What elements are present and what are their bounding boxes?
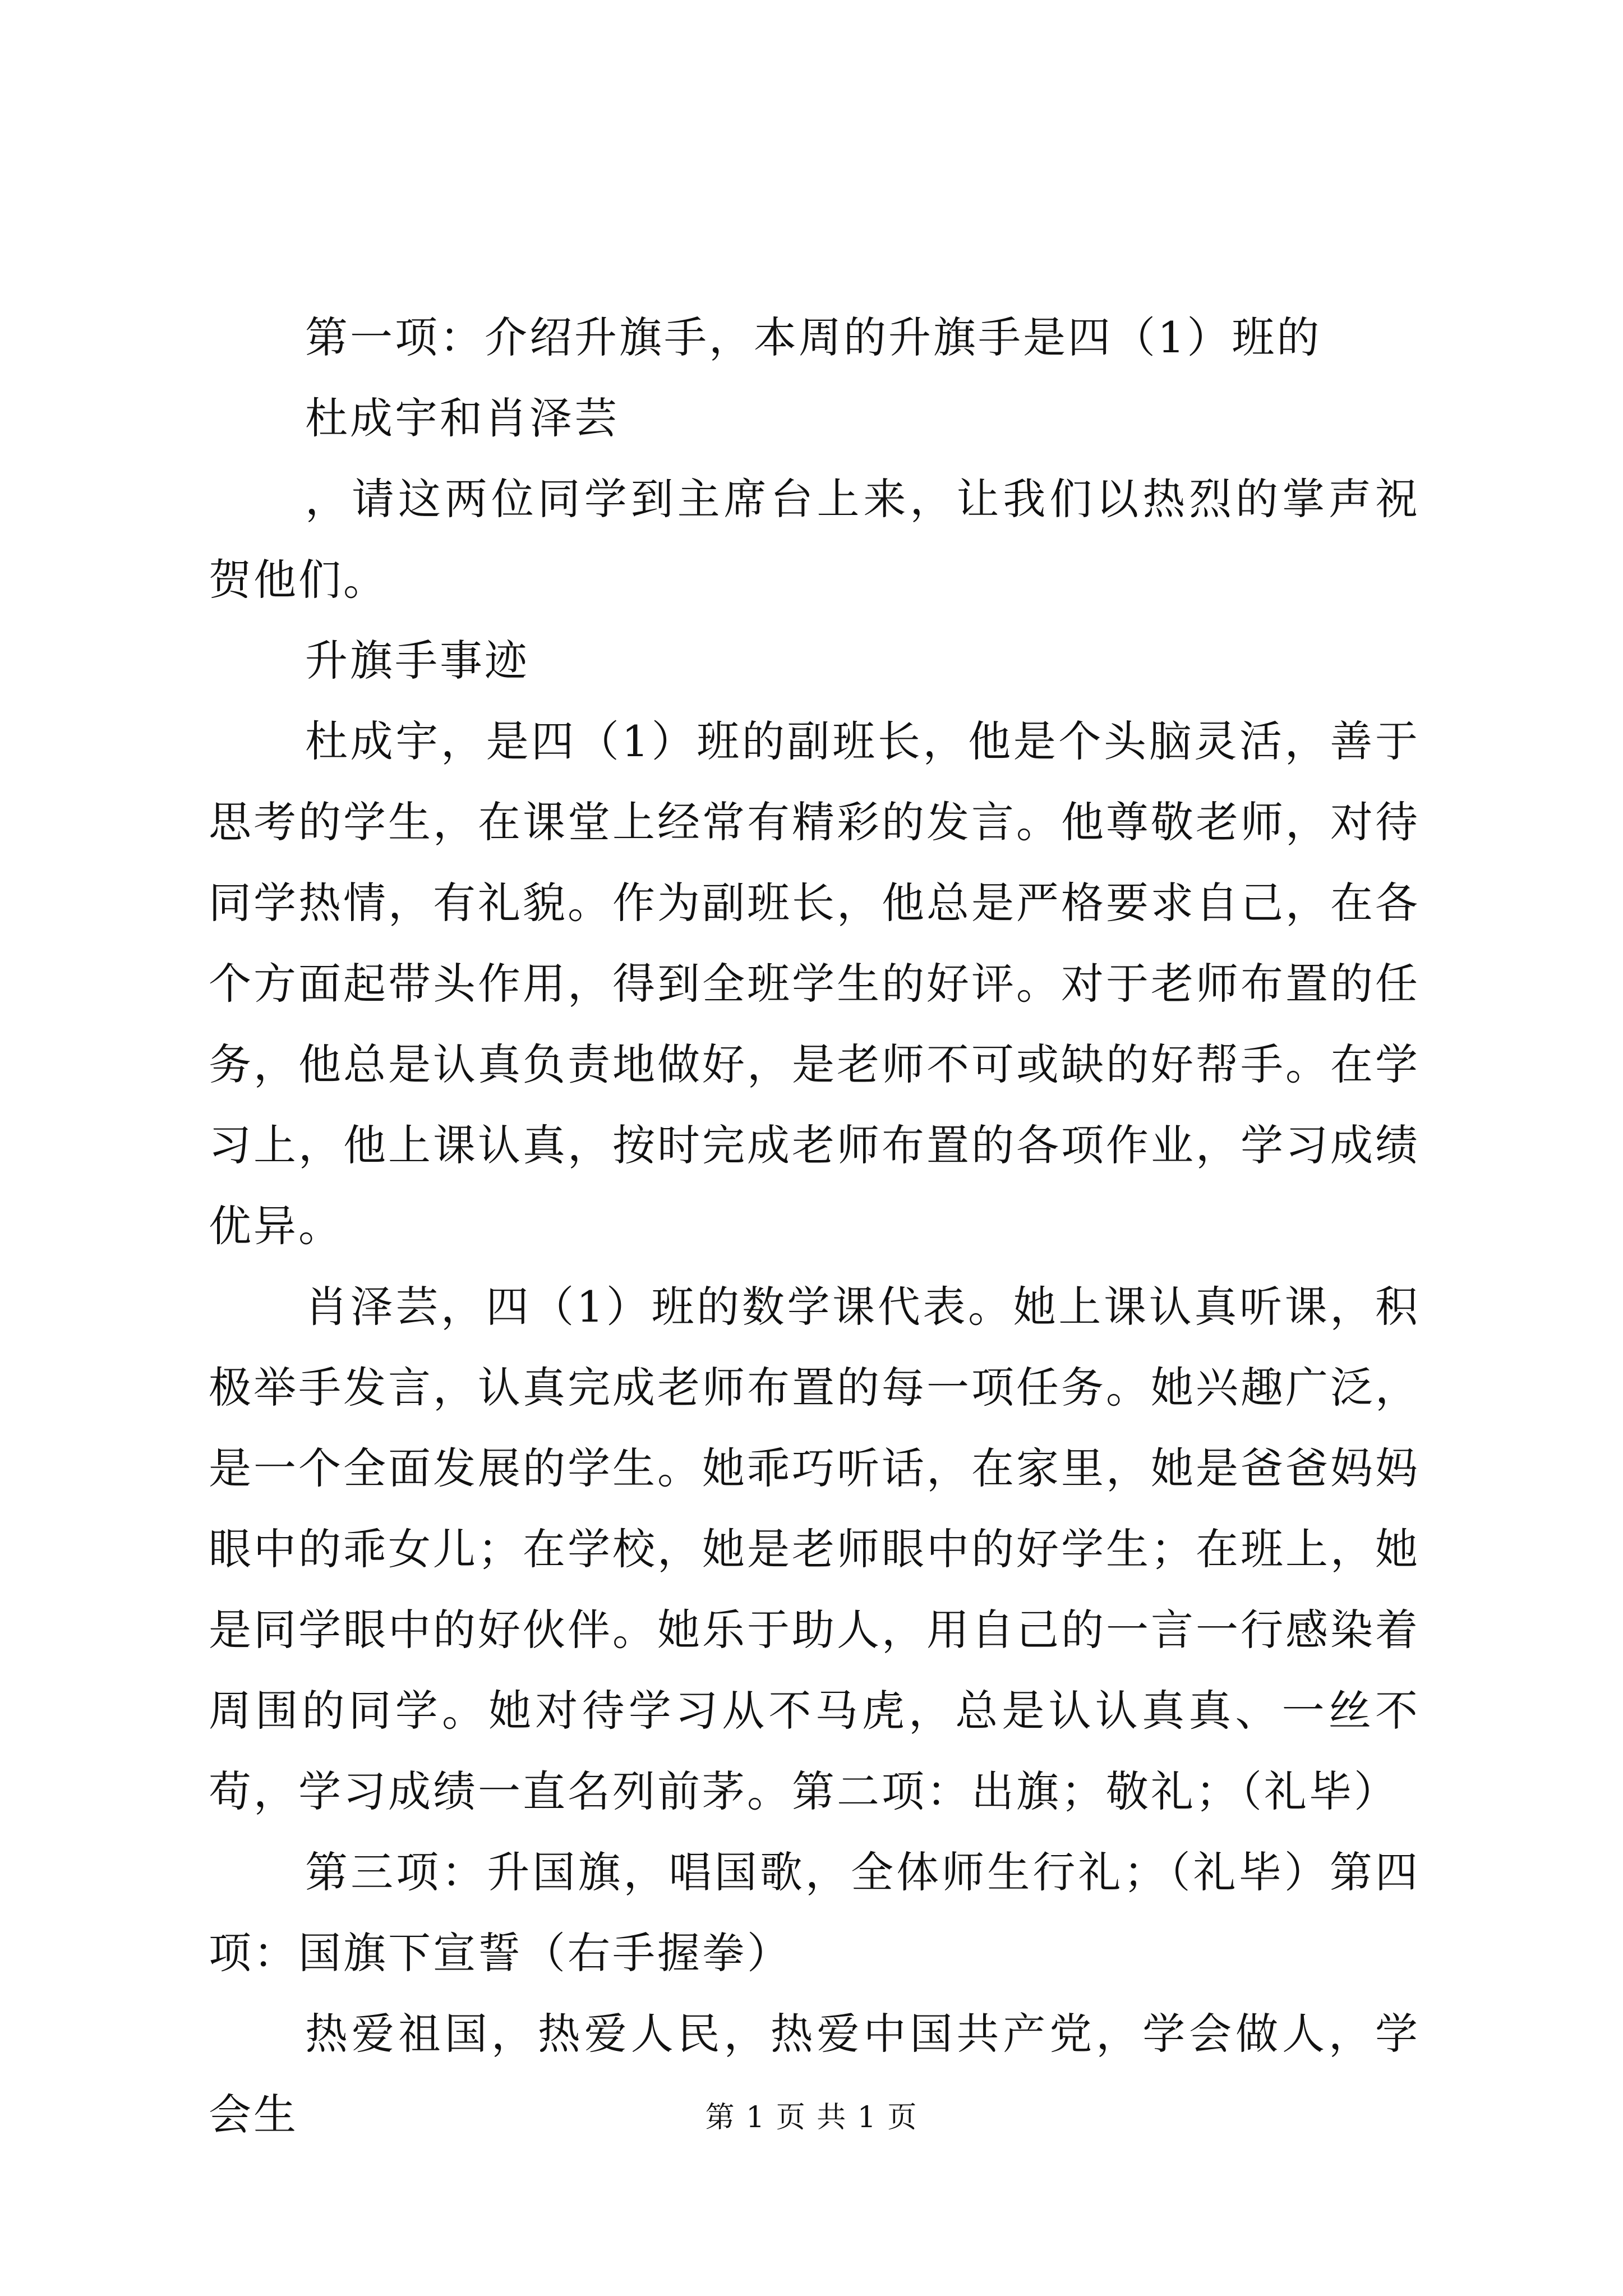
paragraph-names: 杜成宇和肖泽芸 <box>305 393 619 443</box>
paragraph-heading: 升旗手事迹 <box>305 636 529 685</box>
page-footer: 第 1 页 共 1 页 <box>705 2101 918 2134</box>
paragraph-item-3-4: 第三项：升国旗，唱国歌，全体师生行礼；（礼毕）第四项：国旗下宣誓（右手握拳） <box>209 1847 1420 1978</box>
paragraph-invitation: ，请这两位同学到主席台上来，让我们以热烈的掌声祝贺他们。 <box>209 474 1420 605</box>
paragraph-du-chengyu: 杜成宇，是四（1）班的副班长，他是个头脑灵活，善于思考的学生，在课堂上经常有精彩的发言。他尊敬老师，对待同学热情，有礼貌。作为副班长，他总是严格要求自己，在各个方面起带头作用，得到全班学生的好评。对于老师布置的任务，他总是认真负责地做好，是老师不可或缺的好帮手。在学习上，他上课认真，按时完成老师布置的各项作业，学习成绩优异。 <box>209 716 1420 1251</box>
paragraph-xiao-zeyun: 肖泽芸，四（1）班的数学课代表。她上课认真听课，积极举手发言，认真完成老师布置的每一项任务。她兴趣广泛，是一个全面发展的学生。她乖巧听话，在家里，她是爸爸妈妈眼中的乖女儿；在学校，她是老师眼中的好学生；在班上，她是同学眼中的好伙伴。她乐于助人，用自己的一言一行感染着周围的同学。她对待学习从不马虎，总是认认真真、一丝不苟，学习成绩一直名列前茅。第二项：出旗；敬礼；（礼毕） <box>209 1282 1420 1816</box>
paragraph-item-1: 第一项：介绍升旗手，本周的升旗手是四（1）班的 <box>305 312 1322 362</box>
paragraph-pledge: 热爱祖国，热爱人民，热爱中国共产党，学会做人，学会生 <box>209 2009 1420 2139</box>
document-body <box>209 297 1420 2155</box>
